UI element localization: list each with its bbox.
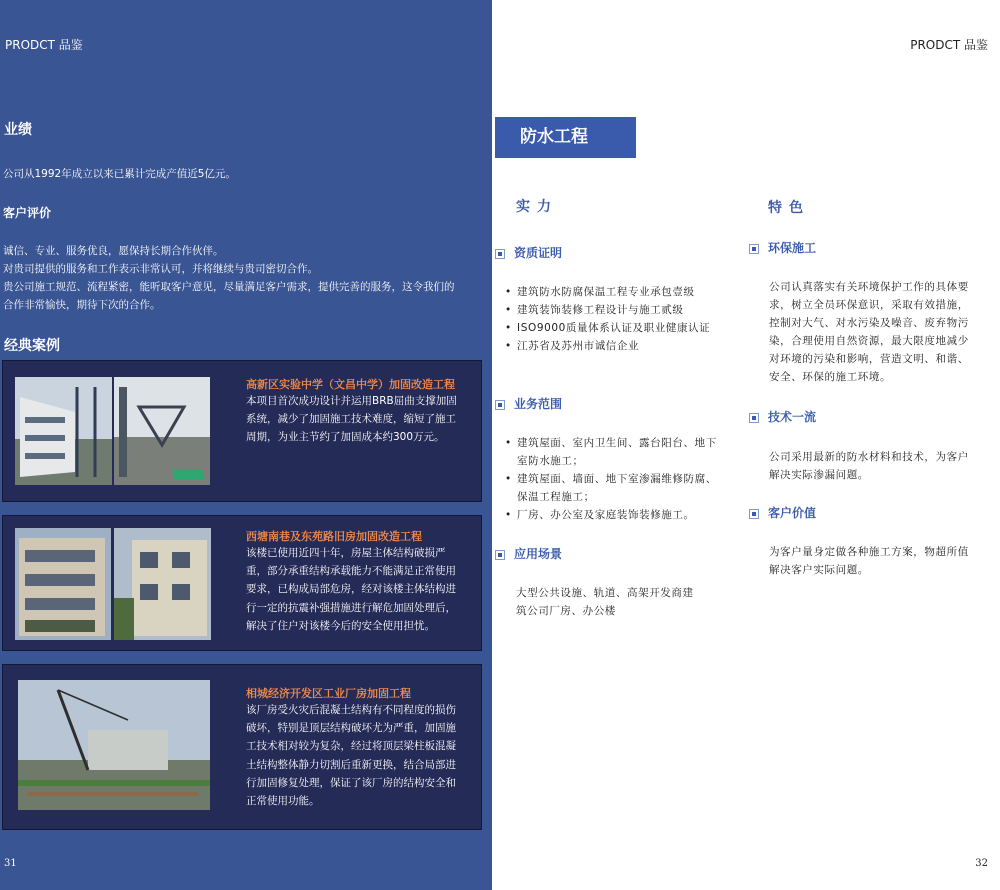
- evaluation-line: 贵公司施工规范、流程紧密，能听取客户意见，尽量满足客户需求，提供完善的服务，这令我们的: [3, 281, 455, 293]
- case-photo: [18, 680, 210, 810]
- list-item: • 厂房、办公室及家庭装饰装修施工。: [505, 506, 720, 524]
- page-title: 防水工程: [495, 117, 636, 158]
- case-line: 系统，减少了加固施工技术难度，缩短了施工: [246, 413, 456, 426]
- text-line: 染，合理使用自然资源，最大限度地减少: [769, 335, 969, 347]
- case-line: 工技术相对较为复杂，经过将顶层梁柱板混凝: [246, 740, 456, 753]
- case-line: 本项目首次成功设计并运用BRB屈曲支撑加固: [246, 395, 457, 407]
- case-line: 正常使用功能。: [246, 795, 320, 808]
- case-line: 重，部分承重结构承载能力不能满足正常使用: [246, 565, 456, 578]
- list-item: • 建筑防水防腐保温工程专业承包壹级: [505, 283, 720, 301]
- case-line: 行一定的抗震补强措施进行解危加固处理后，: [246, 601, 456, 614]
- case-line: 该楼已使用近四十年，房屋主体结构破损严: [246, 547, 446, 559]
- square-bullet-icon: [749, 413, 759, 423]
- square-bullet-icon: [495, 249, 505, 259]
- case-photo: [114, 528, 211, 640]
- text-line: 控制对大气、对水污染及噪音、废弃物污: [769, 317, 969, 329]
- case-line: 行加固修复处理，保证了该厂房的结构安全和: [246, 776, 456, 789]
- eco-heading: 环保施工: [749, 239, 816, 256]
- case-line: 解决了住户对该楼今后的安全使用担忧。: [246, 619, 435, 632]
- page-number: 32: [975, 858, 988, 869]
- evaluation-block: [3, 242, 473, 314]
- case-card: [2, 360, 482, 502]
- text-line: 公司采用最新的防水材料和技术，为客户: [769, 451, 969, 463]
- case-line: 周期，为业主节约了加固成本约300万元。: [246, 431, 445, 444]
- case-description: [246, 701, 471, 810]
- tech-text: [769, 448, 994, 484]
- case-title: 相城经济开发区工业厂房加固工程: [246, 687, 411, 700]
- text-line: 安全、环保的施工环境。: [769, 371, 892, 383]
- evaluation-line: 诚信、专业、服务优良，愿保持长期合作伙伴。: [3, 245, 224, 257]
- case-card: [2, 515, 482, 651]
- brand-label: PRODCT 品鉴: [910, 38, 988, 52]
- case-line: 破坏，特别是顶层结构破坏尤为严重，加固施: [246, 722, 456, 735]
- case-title: 高新区实验中学（文昌中学）加固改造工程: [246, 378, 455, 391]
- scope-list: [505, 434, 720, 524]
- application-text: [516, 584, 726, 620]
- value-text: [769, 543, 994, 579]
- value-heading: 客户价值: [749, 504, 816, 521]
- text-line: 公司认真落实有关环境保护工作的具体要: [769, 281, 969, 293]
- qualification-list: [505, 283, 720, 355]
- square-bullet-icon: [495, 550, 505, 560]
- evaluation-line: 对贵司提供的服务和工作表示非常认可，并将继续与贵司密切合作。: [3, 263, 318, 275]
- application-heading: 应用场景: [495, 545, 562, 562]
- evaluation-line: 合作非常愉快，期待下次的合作。: [3, 299, 161, 311]
- text-line: 解决实际渗漏问题。: [769, 469, 869, 481]
- evaluation-heading: 客户评价: [3, 206, 52, 220]
- square-bullet-icon: [749, 244, 759, 254]
- achievements-text: 公司从1992年成立以来已累计完成产值近5亿元。: [3, 168, 236, 180]
- case-line: 该厂房受火灾后混凝土结构有不同程度的损伤: [246, 704, 456, 716]
- achievements-heading: 业绩: [4, 122, 32, 138]
- page-number: 31: [4, 858, 17, 869]
- tech-heading: 技术一流: [749, 408, 816, 425]
- case-photo: [15, 377, 112, 485]
- text-line: 筑公司厂房、办公楼: [516, 605, 616, 617]
- list-item: • 江苏省及苏州市诚信企业: [505, 337, 720, 355]
- case-card: [2, 664, 482, 830]
- brand-label: PRODCT 品鉴: [5, 38, 83, 52]
- list-item: • ISO9000质量体系认证及职业健康认证: [505, 319, 720, 337]
- case-line: 土结构整体静力切割后重新更换，结合局部进: [246, 758, 456, 771]
- cases-heading: 经典案例: [4, 338, 60, 354]
- list-item: • 建筑屋面、墙面、地下室渗漏维修防腐、保温工程施工；: [505, 470, 720, 506]
- square-bullet-icon: [495, 400, 505, 410]
- features-heading: 特色: [768, 200, 810, 216]
- scope-heading: 业务范围: [495, 395, 562, 412]
- text-line: 求，树立全员环保意识，采取有效措施，: [769, 299, 969, 311]
- case-description: [246, 544, 471, 635]
- case-title: 西塘南巷及东苑路旧房加固改造工程: [246, 530, 422, 543]
- list-item: • 建筑装饰装修工程设计与施工贰级: [505, 301, 720, 319]
- text-line: 大型公共设施、轨道、高架开发商建: [516, 587, 694, 599]
- case-photo: [15, 528, 111, 640]
- square-bullet-icon: [749, 509, 759, 519]
- text-line: 为客户量身定做各种施工方案，物超所值: [769, 546, 969, 558]
- text-line: 对环境的污染和影响，营造文明、和谐、: [769, 353, 969, 365]
- text-line: 解决客户实际问题。: [769, 564, 869, 576]
- qualification-heading: 资质证明: [495, 244, 562, 261]
- strength-heading: 实力: [516, 199, 558, 215]
- eco-text: [769, 278, 994, 386]
- list-item: • 建筑屋面、室内卫生间、露台阳台、地下室防水施工；: [505, 434, 720, 470]
- case-description: [246, 392, 471, 447]
- left-page: [0, 0, 492, 890]
- case-photo: [114, 377, 210, 485]
- case-line: 要求，已构成局部危房，经对该楼主体结构进: [246, 583, 456, 596]
